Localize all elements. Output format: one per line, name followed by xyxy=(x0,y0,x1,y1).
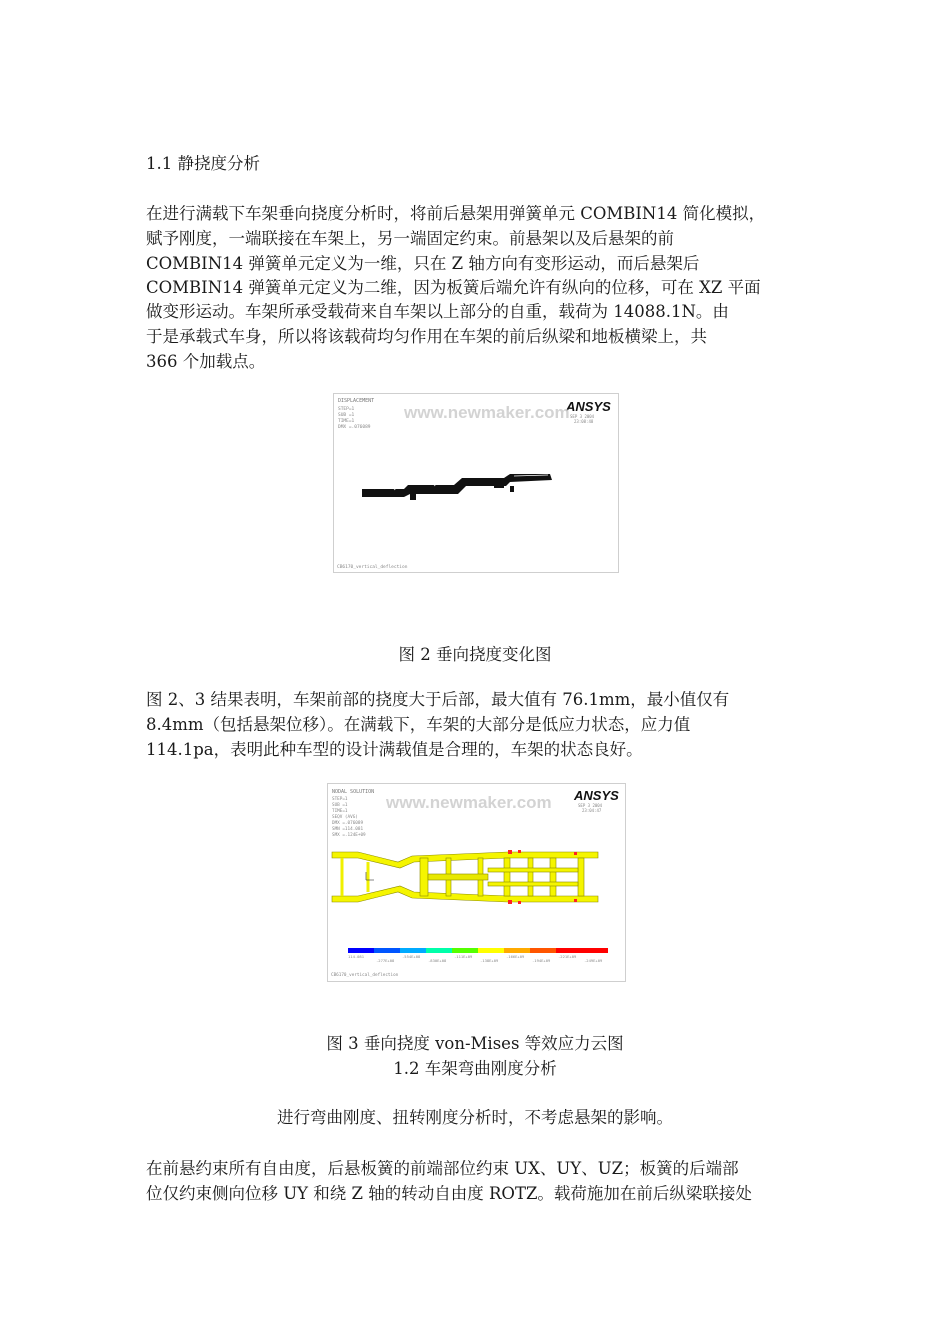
paragraph-line: 366 个加载点。 xyxy=(146,352,266,371)
fig2-info-line: SUB =1 xyxy=(338,413,355,418)
svg-text:.194E+09: .194E+09 xyxy=(532,958,551,963)
legend-swatch xyxy=(400,948,426,953)
fig2-footer: CB6170_vertical_deflection xyxy=(337,565,408,570)
svg-text:.111E+09: .111E+09 xyxy=(454,954,473,959)
intro-line: 进行弯曲刚度、扭转刚度分析时，不考虑悬架的影响。 xyxy=(277,1108,673,1127)
svg-text:114.081: 114.081 xyxy=(348,954,365,959)
svg-text:.221E+09: .221E+09 xyxy=(558,954,577,959)
legend-swatch xyxy=(348,948,374,953)
figure-2-canvas xyxy=(334,394,618,572)
svg-text:SEP 3 2004: SEP 3 2004 xyxy=(570,414,595,419)
legend-swatch xyxy=(426,948,452,953)
figure-3-stress-image xyxy=(327,783,626,982)
section-heading: 1.1 静挠度分析 xyxy=(146,154,260,173)
figure-3-caption: 图 3 垂向挠度 von-Mises 等效应力云图 xyxy=(326,1034,624,1053)
stress-color-legend xyxy=(348,948,608,953)
svg-text:.830E+08: .830E+08 xyxy=(428,958,447,963)
fig3-info-line: SEQV (AVG) xyxy=(332,815,358,820)
fig3-info-line: STEP=1 xyxy=(332,797,348,802)
fig3-footer: CB6170_vertical_deflection xyxy=(331,973,399,978)
section-heading: 1.2 车架弯曲刚度分析 xyxy=(393,1059,557,1078)
fig2-info-line: TIME=1 xyxy=(338,419,355,424)
svg-text:.249E+09: .249E+09 xyxy=(584,958,603,963)
fig3-info-line: SMN =114.081 xyxy=(332,827,364,832)
legend-swatch xyxy=(504,948,530,953)
figure-3-canvas xyxy=(328,784,625,981)
fig2-info-line: STEP=1 xyxy=(338,407,355,412)
legend-swatch xyxy=(582,948,608,953)
fig3-info-line: SUB =1 xyxy=(332,803,348,808)
legend-swatch xyxy=(556,948,582,953)
fig2-ansys-logo: ANSYS xyxy=(566,399,611,414)
paragraph-line: 在前悬约束所有自由度，后悬板簧的前端部位约束 UX、UY、UZ；板簧的后端部 xyxy=(146,1159,739,1178)
fig3-info-line: TIME=1 xyxy=(332,809,348,814)
legend-swatch xyxy=(478,948,504,953)
paragraph-line: 位仅约束侧向位移 UY 和绕 Z 轴的转动自由度 ROTZ。载荷施加在前后纵梁联接处 xyxy=(146,1184,752,1203)
paragraph-line: 做变形运动。车架所承受载荷来自车架以上部分的自重，载荷为 14088.1N。由 xyxy=(146,302,729,321)
paragraph-line: 在进行满载下车架垂向挠度分析时，将前后悬架用弹簧单元 COMBIN14 简化模拟， xyxy=(146,204,766,223)
fig3-info-line: SMX =.124E+09 xyxy=(332,833,366,838)
svg-text:23:08:48: 23:08:48 xyxy=(574,419,594,424)
fig3-watermark: www.newmaker.com xyxy=(386,793,552,812)
legend-swatch xyxy=(530,948,556,953)
paragraph-line: COMBIN14 弹簧单元定义为一维，只在 Z 轴方向有变形运动，而后悬架后 xyxy=(146,254,700,273)
paragraph-line: 赋予刚度，一端联接在车架上，另一端固定约束。前悬架以及后悬架的前 xyxy=(146,229,674,248)
svg-text:23:04:47: 23:04:47 xyxy=(582,808,602,813)
legend-swatch xyxy=(374,948,400,953)
svg-text:.166E+09: .166E+09 xyxy=(506,954,525,959)
fig3-ansys-logo: ANSYS xyxy=(574,788,619,803)
figure-2-caption: 图 2 垂向挠度变化图 xyxy=(398,645,552,664)
legend-swatch xyxy=(452,948,478,953)
paragraph-line: COMBIN14 弹簧单元定义为二维，因为板簧后端允许有纵向的位移，可在 XZ 平面 xyxy=(146,278,761,297)
paragraph-line: 于是承载式车身，所以将该载荷均匀作用在车架的前后纵梁和地板横梁上，共 xyxy=(146,327,707,346)
fig2-plot-label: DISPLACEMENT xyxy=(338,398,375,404)
paragraph-line: 图 2、3 结果表明，车架前部的挠度大于后部，最大值有 76.1mm，最小值仅有 xyxy=(146,690,730,709)
svg-text:.138E+09: .138E+09 xyxy=(480,958,499,963)
fig2-info-line: DMX =.076089 xyxy=(338,425,371,430)
svg-text:SEP 3 2004: SEP 3 2004 xyxy=(578,803,603,808)
svg-text:.277E+08: .277E+08 xyxy=(376,958,395,963)
fig2-watermark: www.newmaker.com xyxy=(404,403,570,422)
fig3-info-line: DMX =.076089 xyxy=(332,821,364,826)
figure-2-deflection-image xyxy=(333,393,619,573)
svg-text:.554E+08: .554E+08 xyxy=(402,954,421,959)
paragraph-line: 114.1pa，表明此种车型的设计满载值是合理的，车架的状态良好。 xyxy=(146,740,643,759)
paragraph-line: 8.4mm（包括悬架位移）。在满载下，车架的大部分是低应力状态，应力值 xyxy=(146,715,691,734)
fig3-plot-label: NODAL SOLUTION xyxy=(332,789,375,795)
